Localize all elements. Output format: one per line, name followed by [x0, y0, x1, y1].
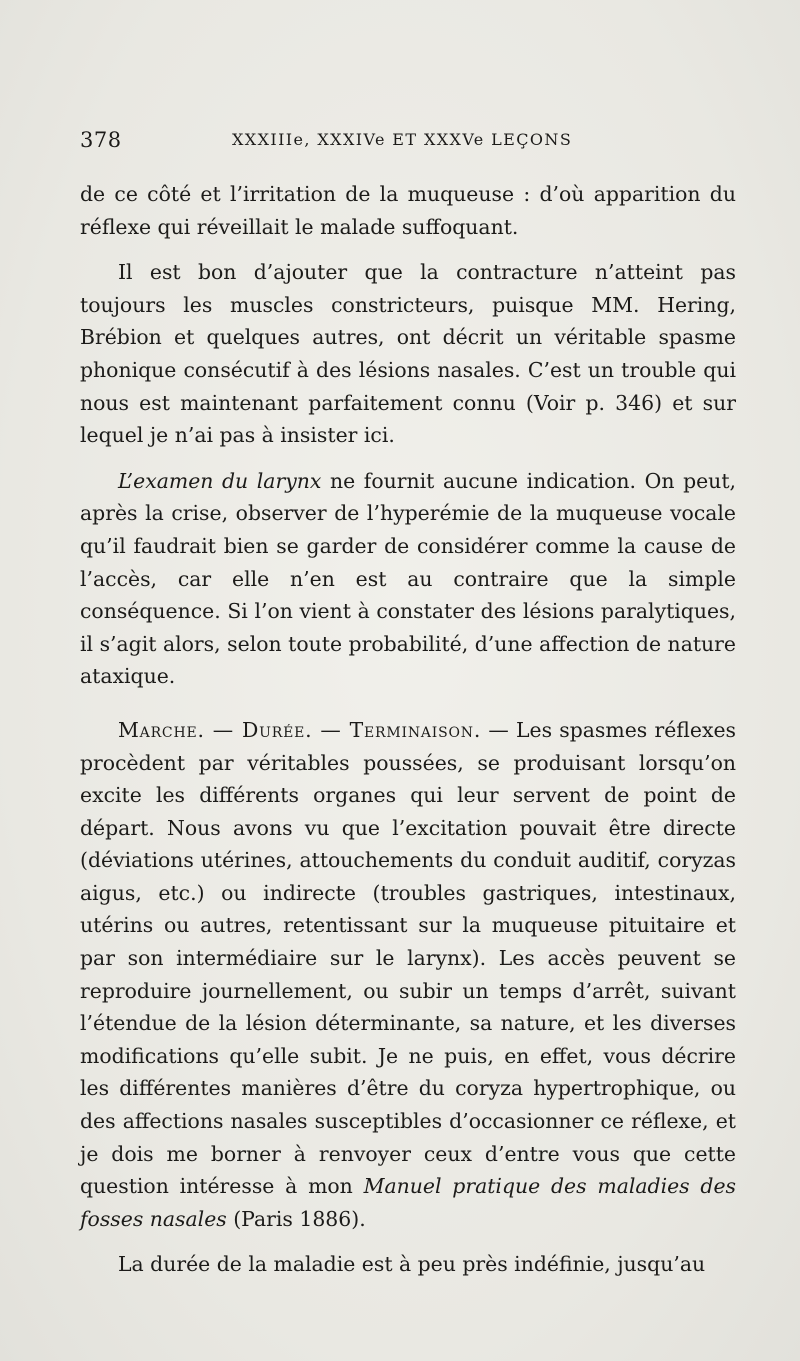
paragraph-spasme-phonique	[80, 256, 736, 452]
page-header	[80, 128, 740, 158]
italic-lead: L’examen du larynx	[118, 468, 322, 493]
paragraph-tail: (Paris 1886).	[226, 1206, 366, 1231]
section-heading: Marche. — Durée. — Terminaison.	[118, 717, 482, 742]
paragraph-text: La durée de la maladie est à peu près indéfinie, jusqu’au	[118, 1252, 706, 1277]
running-head: XXXIIIe, XXXIVe ET XXXVe LEÇONS	[232, 130, 573, 149]
paragraph-text: de ce côté et l’irritation de la muqueuse : d’où apparition du réflexe qui réveillait le malade suffoquant.	[80, 182, 736, 239]
paragraph-text: ne fournit aucune indication. On peut, après la crise, observer de l’hyperémie de la muqueuse vocale qu’il faudrait bien se garder de considérer comme la cause de l’accès, car elle n’en est au contraire que la simple conséquence. Si l’on vient à constater des lésions paralytiques, il s’agit alors, selon toute probabilité, d’une affection de nature ataxique.	[80, 468, 736, 689]
book-title-reference: Manuel pratique des maladies des fosses nasales	[80, 1174, 736, 1231]
paragraph-duree-maladie	[80, 1248, 736, 1281]
paragraph-continuation	[80, 178, 736, 243]
page-number: 378	[80, 128, 122, 152]
paragraph-marche-duree	[80, 714, 736, 1236]
body-text	[80, 178, 736, 1281]
paragraph-text: — Les spasmes réflexes procèdent par véritables poussées, se produisant lorsqu’on excite les différents organes qui leur servent de point de départ. Nous avons vu que l’excitation pouvait être directe (déviations utérines, attouchements du conduit auditif, coryzas aigus, etc.) ou indirecte (troubles gastriques, intestinaux, utérins ou autres, retentissant sur la muqueuse pituitaire et par son intermédiaire sur le larynx). Les accès peuvent se reproduire journellement, ou subir un temps d’arrêt, suivant l’étendue de la lésion déterminante, sa nature, et les diverses modifications qu’elle subit. Je ne puis, en effet, vous décrire les différentes manières d’être du coryza hypertrophique, ou des affections nasales susceptibles d’occasionner ce réflexe, et je dois me borner à renvoyer ceux d’entre vous que cette question intéresse à mon	[80, 717, 736, 1199]
paragraph-text: Il est bon d’ajouter que la contracture n’atteint pas toujours les muscles constricteurs, puisque MM. Hering, Brébion et quelques autres, ont décrit un véritable spasme phonique consécutif à des lésions nasales. C’est un trouble qui nous est maintenant parfaitement connu (Voir p. 346) et sur lequel je n’ai pas à insister ici.	[80, 260, 736, 448]
paragraph-examen-larynx	[80, 465, 736, 693]
